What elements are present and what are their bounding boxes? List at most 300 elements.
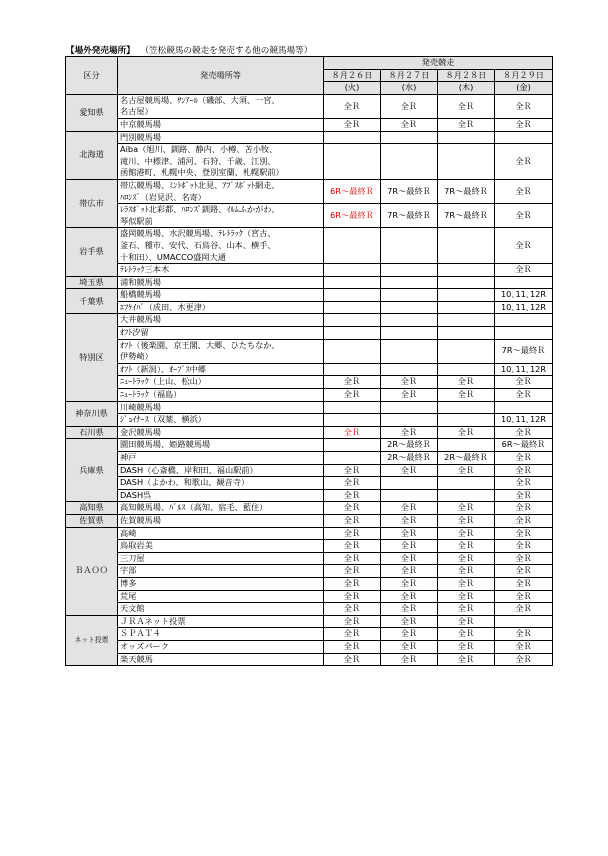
table-row (66, 577, 553, 590)
race-cell: 全Ｒ (495, 389, 553, 402)
region-cell: 神奈川県 (66, 401, 118, 426)
race-cell: 全Ｒ (381, 603, 438, 616)
race-cell: 全Ｒ (324, 514, 381, 527)
table-row (66, 363, 553, 376)
table-row (66, 439, 553, 452)
venue-cell (118, 615, 324, 628)
venue-line: 荒尾 (120, 590, 137, 601)
race-cell: 全Ｒ (495, 640, 553, 653)
race-cell: 全Ｒ (324, 628, 381, 641)
race-cell (495, 401, 553, 414)
table-row (66, 590, 553, 603)
race-cell: 全Ｒ (495, 477, 553, 490)
race-cell (324, 131, 381, 144)
race-cell (438, 489, 495, 502)
race-cell (381, 301, 438, 314)
race-cell: 全Ｒ (438, 118, 495, 131)
race-cell (438, 289, 495, 302)
header-dow: (木) (438, 82, 495, 95)
venue-line: 船橋競馬場 (120, 289, 161, 300)
venue-cell (118, 228, 324, 264)
race-cell: 全Ｒ (495, 228, 553, 264)
race-cell: 全Ｒ (495, 565, 553, 578)
race-cell: 6R～最終Ｒ (324, 204, 381, 228)
header-group: 発売競走 (324, 57, 553, 70)
race-cell: 全Ｒ (495, 464, 553, 477)
race-cell: 全Ｒ (324, 376, 381, 389)
race-cell: 全Ｒ (438, 94, 495, 118)
venue-line: 天文館 (120, 603, 145, 614)
region-cell: 埼玉県 (66, 276, 118, 289)
venue-cell (118, 414, 324, 427)
race-cell: 全Ｒ (381, 640, 438, 653)
section-heading (66, 44, 312, 56)
venue-line: ＪＲＡネット投票 (120, 615, 186, 626)
race-cell (324, 144, 381, 180)
race-cell: 全Ｒ (495, 552, 553, 565)
race-cell (438, 414, 495, 427)
race-cell: 全Ｒ (495, 426, 553, 439)
race-cell: 全Ｒ (495, 603, 553, 616)
race-cell: 全Ｒ (381, 464, 438, 477)
venue-line: 十和田）、UMACCO盛岡大通 (120, 251, 226, 262)
table-row (66, 640, 553, 653)
race-cell: 全Ｒ (324, 464, 381, 477)
venue-cell (118, 540, 324, 553)
race-cell: 全Ｒ (495, 653, 553, 666)
race-cell: 全Ｒ (495, 527, 553, 540)
race-cell (438, 301, 495, 314)
race-cell (438, 339, 495, 363)
race-cell: 全Ｒ (495, 204, 553, 228)
race-cell: 全Ｒ (324, 565, 381, 578)
venue-line: オッズパーク (120, 640, 169, 651)
venue-cell (118, 179, 324, 203)
venue-cell (118, 339, 324, 363)
race-cell: 全Ｒ (324, 527, 381, 540)
table-row (66, 94, 553, 118)
race-cell: 2R～最終Ｒ (381, 439, 438, 452)
race-cell: 全Ｒ (495, 179, 553, 203)
region-cell: 千葉県 (66, 289, 118, 314)
race-cell: 全Ｒ (324, 552, 381, 565)
race-cell: 全Ｒ (495, 489, 553, 502)
race-cell (381, 131, 438, 144)
venue-cell (118, 464, 324, 477)
race-cell: 6R～最終Ｒ (324, 179, 381, 203)
table-row (66, 514, 553, 527)
venue-line: 鳥取岩美 (120, 540, 153, 551)
race-cell (438, 264, 495, 277)
table-row (66, 552, 553, 565)
venue-cell (118, 489, 324, 502)
race-cell: 全Ｒ (438, 540, 495, 553)
venue-line: 楽天競馬 (120, 653, 153, 664)
race-cell: 7R～最終Ｒ (438, 204, 495, 228)
venue-cell (118, 477, 324, 490)
venue-cell (118, 565, 324, 578)
race-cell: 全Ｒ (381, 376, 438, 389)
race-cell: 全Ｒ (438, 389, 495, 402)
venue-line: 琴似駅前 (120, 215, 153, 226)
region-cell: 佐賀県 (66, 514, 118, 527)
race-cell (381, 228, 438, 264)
race-cell: 全Ｒ (324, 502, 381, 515)
venue-line: 園田競馬場、姫路競馬場 (120, 439, 211, 450)
table-row (66, 502, 553, 515)
venue-line: 神戸 (120, 452, 137, 462)
race-cell: 全Ｒ (324, 118, 381, 131)
venue-cell (118, 439, 324, 452)
venue-cell (118, 363, 324, 376)
race-cell: 全Ｒ (324, 577, 381, 590)
race-cell (324, 228, 381, 264)
venue-cell (118, 94, 324, 118)
race-cell: 全Ｒ (438, 653, 495, 666)
race-cell: 全Ｒ (381, 389, 438, 402)
race-cell (324, 301, 381, 314)
race-cell (381, 477, 438, 490)
venue-line: 金沢競馬場 (120, 426, 161, 437)
race-cell: 全Ｒ (495, 264, 553, 277)
venue-line: 中京競馬場 (120, 118, 161, 129)
race-cell (495, 314, 553, 327)
race-cell: 7R～最終Ｒ (381, 204, 438, 228)
table-row (66, 540, 553, 553)
table-row (66, 289, 553, 302)
table-row (66, 653, 553, 666)
race-cell: 全Ｒ (495, 514, 553, 527)
race-cell (381, 414, 438, 427)
race-cell: 7R～最終Ｒ (381, 179, 438, 203)
race-cell (381, 276, 438, 289)
table-row (66, 144, 553, 180)
venue-cell (118, 502, 324, 515)
venue-cell (118, 653, 324, 666)
race-cell (324, 414, 381, 427)
venue-line: Aiba（旭川、釧路、静内、小樽、苫小牧、 (120, 144, 278, 155)
table-row (66, 376, 553, 389)
race-cell: 全Ｒ (381, 577, 438, 590)
table-row (66, 565, 553, 578)
race-cell: 全Ｒ (381, 540, 438, 553)
table-row (66, 264, 553, 277)
race-cell (495, 327, 553, 340)
venue-cell (118, 426, 324, 439)
venue-line: ﾊﾛﾝｽﾞ（岩見沢、名寄） (120, 191, 206, 202)
venue-cell (118, 144, 324, 180)
race-cell: 2R～最終Ｒ (438, 452, 495, 465)
race-cell: 全Ｒ (495, 502, 553, 515)
race-cell (324, 276, 381, 289)
region-cell: 岩手県 (66, 228, 118, 276)
race-cell (438, 327, 495, 340)
race-cell: 全Ｒ (324, 94, 381, 118)
race-cell (381, 339, 438, 363)
table-row (66, 339, 553, 363)
race-cell: 全Ｒ (381, 565, 438, 578)
race-cell: 全Ｒ (495, 94, 553, 118)
venue-line: ﾃﾚﾄﾗｯｸ三本木 (120, 264, 170, 275)
venue-cell (118, 314, 324, 327)
venue-cell (118, 527, 324, 540)
race-cell: 全Ｒ (324, 640, 381, 653)
race-cell: 全Ｒ (381, 653, 438, 666)
table-row (66, 477, 553, 490)
race-cell (324, 363, 381, 376)
race-cell: 全Ｒ (324, 389, 381, 402)
venue-line: DASH呉 (120, 489, 152, 500)
venue-line: DASH（よかわ、和歌山、観音寺） (120, 477, 250, 488)
table-row (66, 118, 553, 131)
venue-cell (118, 452, 324, 465)
table-row (66, 426, 553, 439)
race-cell: 全Ｒ (381, 514, 438, 527)
race-cell (324, 439, 381, 452)
race-cell: 全Ｒ (495, 118, 553, 131)
venue-line: 三刀屋 (120, 552, 145, 563)
race-cell: 全Ｒ (381, 590, 438, 603)
region-cell: 愛知県 (66, 94, 118, 131)
race-cell: 全Ｒ (438, 577, 495, 590)
race-cell: 全Ｒ (381, 552, 438, 565)
venue-cell (118, 590, 324, 603)
venue-line: ﾆｭｰﾄﾗｯｸ（上山、松山） (120, 376, 206, 387)
table-row (66, 401, 553, 414)
venue-line: 盛岡競馬場、水沢競馬場、ﾃﾚﾄﾗｯｸ（宮古、 (120, 228, 276, 239)
race-cell (438, 439, 495, 452)
race-cell: 全Ｒ (495, 577, 553, 590)
race-cell: 全Ｒ (381, 118, 438, 131)
table-header (66, 57, 553, 95)
race-cell: 全Ｒ (324, 590, 381, 603)
race-cell: 全Ｒ (324, 426, 381, 439)
region-cell: 高知県 (66, 502, 118, 515)
region-cell: 帯広市 (66, 179, 118, 227)
race-cell: 全Ｒ (438, 376, 495, 389)
venue-line: 伊勢崎） (120, 351, 153, 362)
venue-cell (118, 327, 324, 340)
table-row (66, 204, 553, 228)
venue-line: ﾚﾗｽﾎﾟｯﾄ北彩都、ﾊﾛﾝｽﾞ釧路、ｲﾙﾑふかがわ、 (120, 204, 280, 215)
race-cell: 全Ｒ (438, 603, 495, 616)
race-cell (324, 327, 381, 340)
table-row (66, 603, 553, 616)
race-cell: 10､11､12R (495, 414, 553, 427)
venue-line: ｼﾞｮｲﾅｰｽ（双葉、横浜） (120, 414, 206, 425)
race-cell: 全Ｒ (438, 464, 495, 477)
race-cell: 全Ｒ (438, 514, 495, 527)
table-row (66, 452, 553, 465)
venue-line: 門別競馬場 (120, 131, 161, 142)
venue-cell (118, 376, 324, 389)
race-cell: 全Ｒ (495, 540, 553, 553)
venue-line: ｵﾌﾄ汐留 (120, 327, 149, 338)
venue-cell (118, 603, 324, 616)
venue-cell (118, 289, 324, 302)
race-cell: 全Ｒ (381, 426, 438, 439)
race-cell: 10､11､12R (495, 289, 553, 302)
region-cell: 兵庫県 (66, 439, 118, 502)
race-cell (381, 363, 438, 376)
race-cell (438, 228, 495, 264)
venue-line: DASH（心斎橋、岸和田、福山駅前） (120, 464, 258, 475)
race-cell: 全Ｒ (438, 527, 495, 540)
race-cell (438, 276, 495, 289)
race-cell (324, 314, 381, 327)
table-row (66, 414, 553, 427)
venue-line: 大井競馬場 (120, 314, 161, 325)
header-region: 区分 (66, 57, 118, 95)
venue-line: 佐賀競馬場 (120, 514, 161, 525)
venue-line: 高崎 (120, 527, 137, 538)
table-row (66, 489, 553, 502)
heading-bracket: 【場外発売場所】 (66, 46, 135, 56)
race-cell (381, 144, 438, 180)
table-row (66, 228, 553, 264)
venue-cell (118, 204, 324, 228)
race-cell: 全Ｒ (495, 452, 553, 465)
race-cell (381, 489, 438, 502)
venue-schedule-table (65, 56, 553, 666)
region-cell: ＢＡＯＯ (66, 527, 118, 615)
region-cell: 特別区 (66, 314, 118, 401)
venue-line: ｵﾌﾄ（新潟）、ｵｰﾌﾟｽ中郷 (120, 363, 206, 374)
race-cell: 6R～最終Ｒ (495, 439, 553, 452)
race-cell: 全Ｒ (381, 527, 438, 540)
race-cell: 全Ｒ (438, 502, 495, 515)
venue-cell (118, 640, 324, 653)
race-cell: 10､11､12R (495, 363, 553, 376)
race-cell (438, 131, 495, 144)
table-row (66, 131, 553, 144)
header-date: ８月２９日 (495, 69, 553, 82)
race-cell: 全Ｒ (324, 540, 381, 553)
race-cell: 2R～最終Ｒ (381, 452, 438, 465)
venue-line: 浦和競馬場 (120, 276, 161, 287)
race-cell: 全Ｒ (324, 615, 381, 628)
race-cell (438, 314, 495, 327)
venue-cell (118, 628, 324, 641)
header-dow: (火) (324, 82, 381, 95)
race-cell (495, 615, 553, 628)
race-cell (324, 289, 381, 302)
table-row (66, 314, 553, 327)
venue-cell (118, 118, 324, 131)
header-dow: (金) (495, 82, 553, 95)
table-row (66, 615, 553, 628)
race-cell (381, 401, 438, 414)
region-cell: ネット投票 (66, 615, 118, 665)
race-cell: 7R～最終Ｒ (495, 339, 553, 363)
venue-line: 名古屋） (120, 106, 153, 117)
race-cell: 10､11､12R (495, 301, 553, 314)
venue-cell (118, 552, 324, 565)
race-cell: 7R～最終Ｒ (438, 179, 495, 203)
race-cell: 全Ｒ (438, 615, 495, 628)
race-cell: 全Ｒ (495, 628, 553, 641)
venue-line: 博多 (120, 577, 137, 588)
table-row (66, 527, 553, 540)
venue-line: ｵﾌﾄ（後楽園、京王閣、大郷、ひたちなか、 (120, 339, 280, 350)
venue-cell (118, 389, 324, 402)
venue-line: 函館港町、札幌中央、登別室蘭、札幌駅前） (120, 167, 284, 178)
venue-cell (118, 264, 324, 277)
race-cell: 全Ｒ (438, 426, 495, 439)
race-cell: 全Ｒ (438, 640, 495, 653)
venue-cell (118, 577, 324, 590)
header-venue: 発売場所等 (118, 57, 324, 95)
table-row (66, 327, 553, 340)
region-cell: 北海道 (66, 131, 118, 179)
race-cell: 全Ｒ (324, 489, 381, 502)
venue-line: 宇部 (120, 565, 137, 576)
race-cell: 全Ｒ (438, 565, 495, 578)
race-cell (438, 477, 495, 490)
race-cell: 全Ｒ (438, 590, 495, 603)
venue-line: ＳＰＡＴ４ (120, 628, 161, 639)
race-cell: 全Ｒ (324, 603, 381, 616)
venue-line: 帯広競馬場、ﾐﾝﾄﾎﾟｯﾄ北見、ｱﾌﾟｽﾎﾟｯﾄ網走、 (120, 179, 280, 190)
race-cell (381, 264, 438, 277)
venue-cell (118, 276, 324, 289)
region-cell: 石川県 (66, 426, 118, 439)
race-cell: 全Ｒ (495, 376, 553, 389)
venue-cell (118, 401, 324, 414)
table-row (66, 179, 553, 203)
race-cell (438, 144, 495, 180)
race-cell (495, 131, 553, 144)
venue-line: 高知競馬場、ﾊﾞﾙｽ（高知、宿毛、藍住） (120, 502, 268, 513)
race-cell (438, 363, 495, 376)
venue-line: 川崎競馬場 (120, 401, 161, 412)
venue-line: ｴﾌｹｲﾊﾞ（成田、木更津） (120, 301, 211, 312)
race-cell: 全Ｒ (324, 477, 381, 490)
race-cell: 全Ｒ (438, 552, 495, 565)
table-row (66, 276, 553, 289)
header-row-1 (66, 57, 553, 70)
venue-line: 釜石、種市、安代、石鳥谷、山本、横手、 (120, 239, 276, 250)
race-cell: 全Ｒ (381, 615, 438, 628)
race-cell (381, 314, 438, 327)
header-date: ８月２８日 (438, 69, 495, 82)
race-cell (324, 452, 381, 465)
table-row (66, 301, 553, 314)
venue-cell (118, 131, 324, 144)
venue-line: ﾆｭｰﾄﾗｯｸ（福島） (120, 389, 182, 400)
venue-line: 名古屋競馬場、ｻﾝｱｰﾙ（磯部、大須、一宮、 (120, 94, 280, 105)
race-cell (381, 327, 438, 340)
race-cell: 全Ｒ (495, 144, 553, 180)
race-cell: 全Ｒ (381, 628, 438, 641)
race-cell (324, 401, 381, 414)
race-cell: 全Ｒ (495, 590, 553, 603)
venue-line: 滝川、中標津、浦河、石狩、千歳、江別、 (120, 155, 276, 166)
table-row (66, 464, 553, 477)
venue-cell (118, 514, 324, 527)
table-row (66, 628, 553, 641)
race-cell: 全Ｒ (381, 94, 438, 118)
race-cell: 全Ｒ (381, 502, 438, 515)
race-cell (438, 401, 495, 414)
heading-note: （笠松競馬の競走を発売する他の競馬場等） (144, 46, 313, 56)
race-cell (381, 289, 438, 302)
table-body (66, 94, 553, 665)
race-cell (324, 339, 381, 363)
header-date: ８月２６日 (324, 69, 381, 82)
venue-cell (118, 301, 324, 314)
table-row (66, 389, 553, 402)
